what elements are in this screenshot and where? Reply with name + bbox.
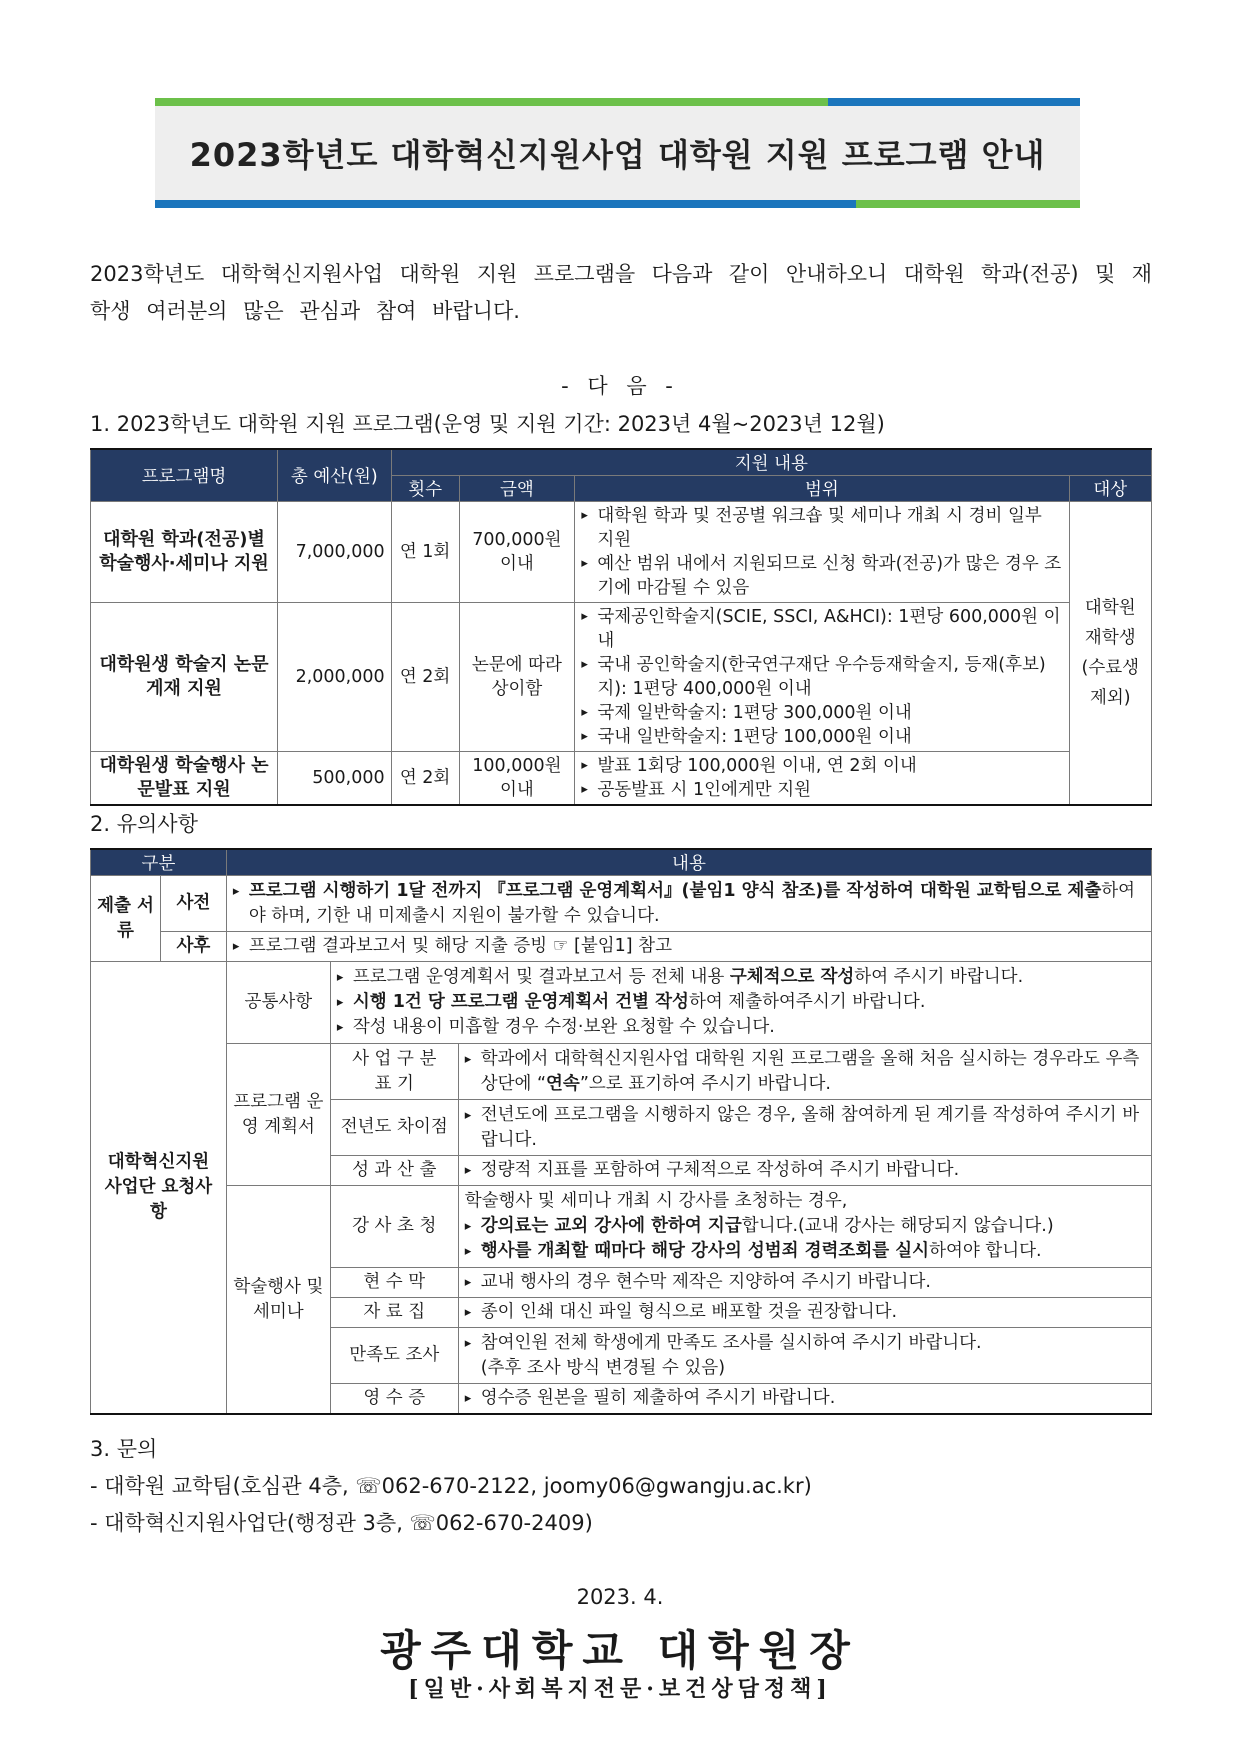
seminar-row4-content [458,1328,1151,1384]
seminar-row1-intro: 학술행사 및 세미나 개최 시 강사를 초청하는 경우, [464,1191,848,1211]
program-target: 대학원 재학생 (수료생 제외) [1069,502,1151,806]
seminar-row1-label: 강 사 초 청 [330,1186,458,1268]
table-row [91,1044,1152,1100]
list-item [337,990,1145,1015]
plan-row2-content [458,1100,1151,1156]
common-line1-a: 프로그램 운영계획서 및 결과보고서 등 전체 내용 [352,967,730,987]
common-line2-b: 하여 제출하여주시기 바랍니다. [688,992,926,1012]
table-row [91,502,1152,603]
program-amount: 논문에 따라 상이함 [459,603,575,752]
contact-line: - 대학혁신지원사업단(행정관 3층, ☏062-670-2409) [90,1511,593,1535]
program-range [575,752,1069,806]
program-budget: 2,000,000 [278,603,392,752]
table-row [91,932,1152,962]
list-item: ▸ 작성 내용이 미흡할 경우 수정·보완 요청할 수 있습니다. [337,1015,1145,1040]
header-target: 대상 [1069,476,1151,502]
contact-list [90,1468,812,1542]
header-budget: 총 예산(원) [278,449,392,502]
program-range [575,502,1069,603]
notes-table [90,848,1152,1415]
list-item: ▸ 국제공인학술지(SCIE, SSCI, A&HCI): 1편당 600,000원 이내 [581,605,1062,653]
program-name: 대학원 학과(전공)별 학술행사·세미나 지원 [91,502,278,603]
document-date: 2023. 4. [576,1585,664,1609]
table-row [91,876,1152,932]
plan-row1-c: ”으로 표기하여 주시기 바랍니다. [579,1073,831,1094]
seminar-row3-label: 자 료 집 [330,1298,458,1328]
header-support: 지원 내용 [391,449,1151,476]
seminar-row4-label: 만족도 조사 [330,1328,458,1384]
seminar-row4-b: (추후 조사 방식 변경될 수 있음) [480,1357,726,1378]
header-content: 내용 [226,849,1151,876]
list-item: ▸ 공동발표 시 1인에게만 지원 [581,778,1062,802]
plan-row1-content [458,1044,1151,1100]
before-bold-text: 프로그램 시행하기 1달 전까지 『프로그램 운영계획서』(붙임1 양식 참조)를 작성하여 대학원 교학팀으로 제출 [248,880,1102,901]
plan-label: 프로그램 운영 계획서 [226,1044,330,1186]
program-count: 연 2회 [391,603,459,752]
submit-label: 제출 서류 [91,876,161,962]
da-eum-heading: - 다 음 - [561,374,679,398]
list-item [233,879,1145,929]
intro-paragraph: 2023학년도 대학혁신지원사업 대학원 지원 프로그램을 다음과 같이 안내하오니 대학원 학과(전공) 및 재학생 여러분의 많은 관심과 참여 바랍니다. [90,262,1152,323]
seminar-row1-b2-rest: 하여야 합니다. [929,1241,1042,1261]
seminar-row2-content [458,1268,1151,1298]
list-item [465,1331,1145,1381]
list-item [337,965,1145,990]
list-item: ▸ 교내 행사의 경우 현수막 제작은 지양하여 주시기 바랍니다. [465,1270,1145,1295]
plan-row1-b: 연속 [546,1073,580,1094]
program-amount: 100,000원 이내 [459,752,575,806]
header-program: 프로그램명 [91,449,278,502]
list-item: ▸ 예산 범위 내에서 지원되므로 신청 학과(전공)가 많은 경우 조기에 마감될 수 있음 [581,552,1062,600]
seminar-row5-label: 영 수 증 [330,1384,458,1415]
common-content [330,962,1151,1044]
seminar-row1-b2: 행사를 개최할 때마다 해당 강사의 성범죄 경력조회를 실시 [480,1241,930,1261]
seminar-row1-content [458,1186,1151,1268]
after-label: 사후 [160,932,226,962]
list-item: ▸ 국내 일반학술지: 1편당 100,000원 이내 [581,725,1062,749]
list-item: ▸ 영수증 원본을 필히 제출하여 주시기 바랍니다. [465,1386,1145,1411]
seminar-label: 학술행사 및 세미나 [226,1186,330,1415]
plan-row3-label: 성 과 산 출 [330,1156,458,1186]
program-name: 대학원생 학술지 논문게재 지원 [91,603,278,752]
before-label: 사전 [160,876,226,932]
list-item [465,1239,1145,1264]
list-item: ▸ 발표 1회당 100,000원 이내, 연 2회 이내 [581,754,1062,778]
plan-row1-a: 학과에서 대학혁신지원사업 대학원 지원 프로그램을 올해 처음 실시하는 경우라도 우측 상단에 “ [480,1048,1140,1094]
plan-row1-label [330,1044,458,1100]
plan-row3-content [458,1156,1151,1186]
seminar-row4-a: ▸ 참여인원 전체 학생에게 만족도 조사를 실시하여 주시기 바랍니다. [480,1332,982,1353]
contact-line: - 대학원 교학팀(호심관 4층, ☏062-670-2122, joomy06@gwangju.ac.kr) [90,1474,812,1498]
program-budget: 500,000 [278,752,392,806]
list-item [465,1214,1145,1239]
title-top-bar [155,98,1080,106]
program-range [575,603,1069,752]
signer-name: 광주대학교 대학원장 [380,1626,860,1675]
before-rest-text: 하여야 하며, 기한 내 미제출시 지원이 불가할 수 있습니다. [248,880,1136,926]
list-item: ▸ 정량적 지표를 포함하여 구체적으로 작성하여 주시기 바랍니다. [465,1158,1145,1183]
common-line1-c: 하여 주시기 바랍니다. [854,967,1024,987]
list-item: ▸ 국내 공인학술지(한국연구재단 우수등재학술지, 등재(후보)지): 1편당 400,000원 이내 [581,653,1062,701]
title-banner [155,98,1080,208]
program-budget: 7,000,000 [278,502,392,603]
section1-heading: 1. 2023학년도 대학원 지원 프로그램(운영 및 지원 기간: 2023년 4월~2023년 12월) [90,412,885,436]
section3-heading: 3. 문의 [90,1437,158,1461]
plan-row2-label: 전년도 차이점 [330,1100,458,1156]
after-content [226,932,1151,962]
seminar-row1-b1-rest: 합니다.(교내 강사는 해당되지 않습니다.) [741,1216,1054,1236]
list-item: ▸ 전년도에 프로그램을 시행하지 않은 경우, 올해 참여하게 된 계기를 작성하여 주시기 바랍니다. [465,1103,1145,1153]
table-row [91,603,1152,752]
before-content [226,876,1151,932]
program-amount: 700,000원 이내 [459,502,575,603]
program-table [90,448,1152,806]
table-row [91,962,1152,1044]
list-item [465,1047,1145,1097]
common-line1-b: 구체적으로 작성 [729,967,855,987]
seminar-row3-content [458,1298,1151,1328]
signer-subtitle: [일반·사회복지전문·보건상담정책] [408,1676,832,1702]
list-item: ▸ 국제 일반학술지: 1편당 300,000원 이내 [581,701,1062,725]
list-item: ▸ 대학원 학과 및 전공별 워크숍 및 세미나 개최 시 경비 일부 지원 [581,504,1062,552]
plan-row1-label-a: 사 업 구 분 [352,1048,437,1069]
seminar-row1-b1: 강의료는 교외 강사에 한하여 지급 [480,1216,742,1236]
list-item: ▸ 프로그램 결과보고서 및 해당 지출 증빙 ☞ [붙임1] 참고 [233,934,1145,959]
common-line2-a: 시행 1건 당 프로그램 운영계획서 건별 작성 [352,992,689,1012]
seminar-row5-content [458,1384,1151,1415]
section2-heading: 2. 유의사항 [90,812,198,836]
program-count: 연 1회 [391,502,459,603]
plan-row1-label-b: 표 기 [374,1073,414,1094]
seminar-row2-label: 현 수 막 [330,1268,458,1298]
table-row [91,1186,1152,1268]
header-range: 범위 [575,476,1069,502]
header-count: 횟수 [391,476,459,502]
program-name: 대학원생 학술행사 논문발표 지원 [91,752,278,806]
header-amount: 금액 [459,476,575,502]
table-row [91,752,1152,806]
page-title: 2023학년도 대학혁신지원사업 대학원 지원 프로그램 안내 [189,136,1046,174]
program-count: 연 2회 [391,752,459,806]
request-label: 대학혁신지원 사업단 요청사항 [91,962,227,1415]
title-box [155,106,1080,200]
common-label: 공통사항 [226,962,330,1044]
header-category: 구분 [91,849,227,876]
list-item: ▸ 종이 인쇄 대신 파일 형식으로 배포할 것을 권장합니다. [465,1300,1145,1325]
title-bottom-bar [155,200,1080,208]
